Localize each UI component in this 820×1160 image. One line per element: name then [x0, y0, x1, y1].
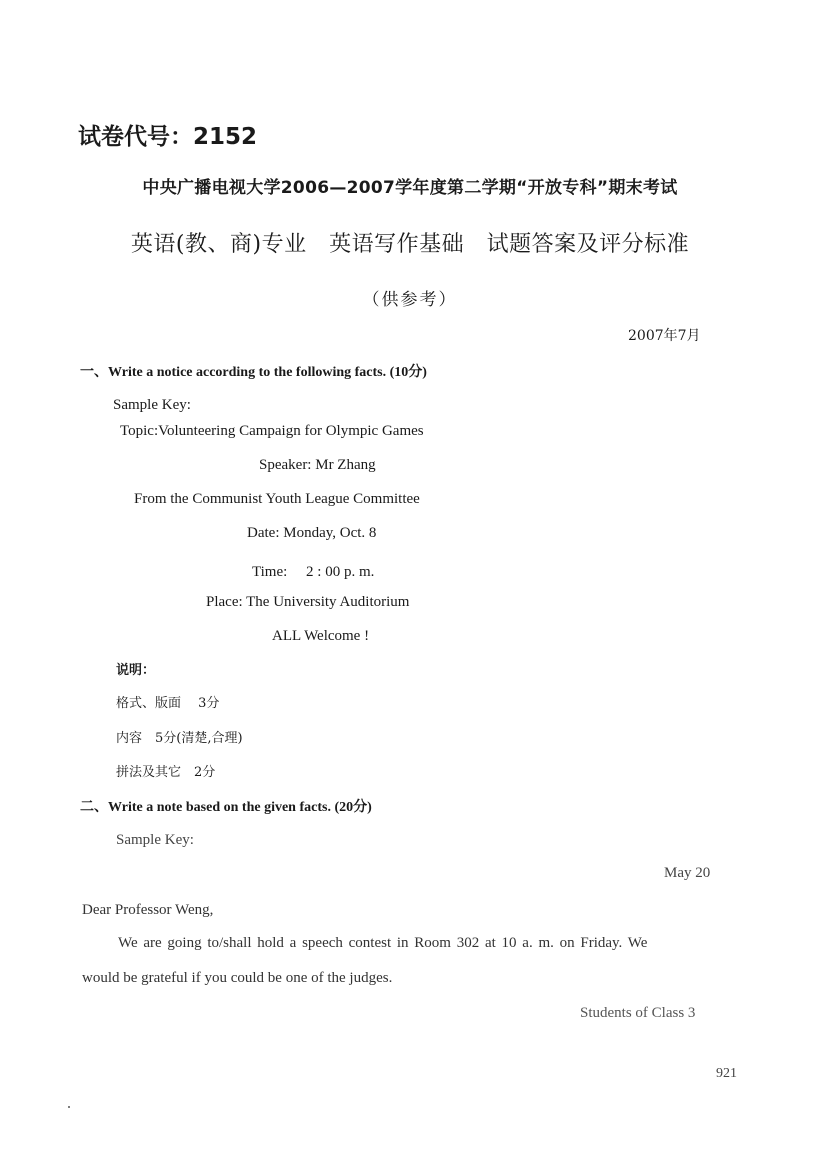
note-signature: Students of Class 3	[580, 1005, 696, 1021]
notice-place: Place: The University Auditorium	[206, 594, 410, 610]
reference-note: （供参考）	[362, 290, 458, 310]
university-title: 中央广播电视大学2006—2007学年度第二学期“开放专科”期末考试	[142, 178, 678, 198]
section-2-sample-key-label: Sample Key:	[116, 832, 194, 848]
notice-speaker: Speaker: Mr Zhang	[259, 457, 376, 473]
scoring-notes-label: 说明：	[116, 663, 156, 678]
section-2-heading: 二、Write a note based on the given facts. (20分)	[80, 800, 372, 815]
scoring-item: 内容 5分(清楚,合理)	[116, 731, 243, 746]
course-title: 英语(教、商)专业 英语写作基础 试题答案及评分标准	[130, 232, 690, 257]
note-salutation: Dear Professor Weng,	[82, 902, 214, 918]
scoring-item: 拼法及其它 2分	[116, 765, 216, 780]
note-body-line-1: We are going to/shall hold a speech contest in Room 302 at 10 a. m. on Friday. We	[118, 935, 648, 951]
exam-date: 2007年7月	[628, 328, 701, 344]
paper-code: 试卷代号：2152	[78, 124, 258, 150]
notice-welcome: ALL Welcome !	[272, 628, 370, 644]
note-date: May 20	[664, 865, 711, 881]
scoring-item: 格式、版面 3分	[116, 696, 220, 711]
notice-from: From the Communist Youth League Committee	[134, 491, 420, 507]
notice-time: Time: 2 : 00 p. m.	[252, 564, 375, 580]
notice-date: Date: Monday, Oct. 8	[247, 525, 377, 541]
section-1-heading: 一、Write a notice according to the following facts. (10分)	[80, 365, 427, 380]
section-1-sample-key-label: Sample Key:	[113, 397, 191, 413]
notice-topic: Topic:Volunteering Campaign for Olympic Games	[120, 423, 424, 439]
note-body-line-2: would be grateful if you could be one of the judges.	[82, 970, 393, 986]
scan-speck	[68, 1106, 70, 1108]
page-number: 921	[716, 1066, 737, 1081]
